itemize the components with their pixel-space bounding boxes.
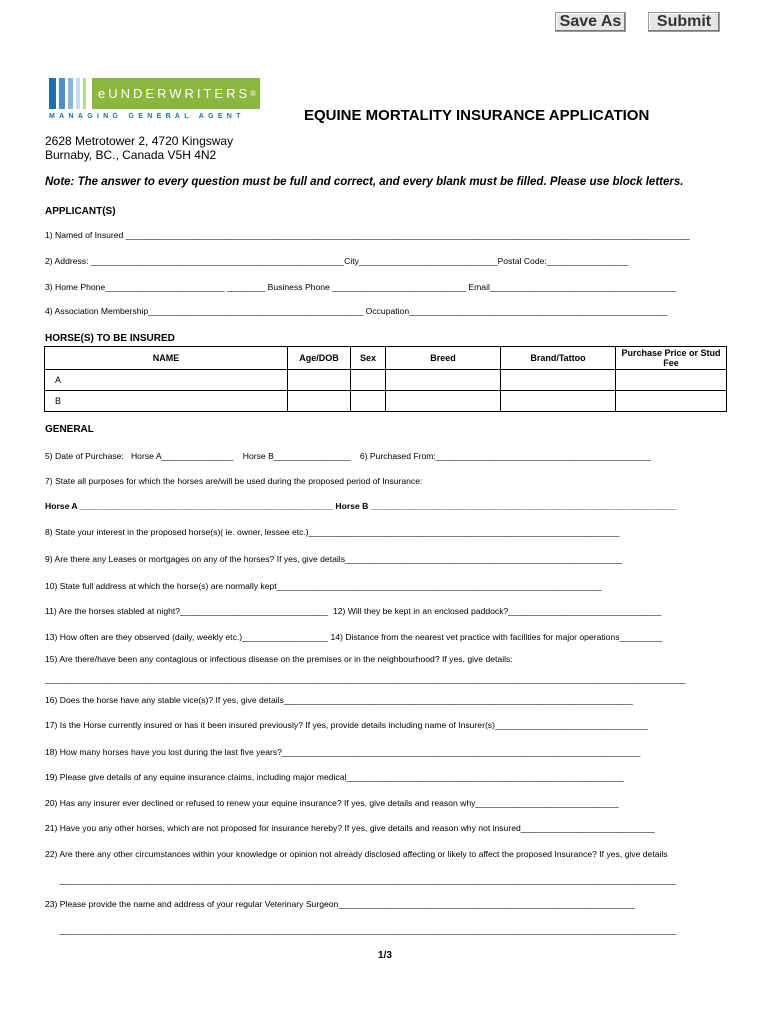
disease-question: 15) Are there/have been any contagious or infectious disease on the premises or in the neighbourhood? If yes, give details: — [45, 654, 513, 664]
purposes-question: 7) State all purposes for which the horses are/will be used during the proposed period of Insurance: — [45, 476, 423, 486]
purchase-date-field[interactable]: 5) Date of Purchase: Horse A_______________ Horse B________________ 6) Purchased From:_____________________________________________ — [45, 451, 651, 461]
other-horses-field[interactable]: 21) Have you any other horses, which are not proposed for insurance hereby? If yes, give details and reason why not insured____________________________ — [45, 823, 655, 833]
observed-vet-field[interactable]: 13) How often are they observed (daily, weekly etc.)__________________ 14) Distance from the nearest vet practice with facilities for major operations_________ — [45, 632, 663, 642]
table-cell[interactable] — [501, 370, 616, 391]
address-field[interactable]: 2) Address: _____________________________________________________City_____________________________Postal Code:_________________ — [45, 256, 629, 266]
page-number: 1/3 — [378, 950, 392, 961]
purposes-field[interactable]: Horse A _____________________________________________________ Horse B ________________________________________________________________ — [45, 501, 677, 511]
logo-registered: ® — [250, 89, 257, 98]
table-cell[interactable] — [386, 391, 501, 412]
address-line-1: 2628 Metrotower 2, 4720 Kingsway — [45, 134, 234, 148]
table-cell[interactable] — [351, 370, 386, 391]
column-header: Purchase Price or Stud Fee — [616, 347, 727, 370]
submit-button[interactable]: Submit — [648, 12, 720, 32]
circumstances-question: 22) Are there any other circumstances within your knowledge or opinion not already disclosed affecting or likely to affect the proposed Insurance? If yes, give details — [45, 849, 668, 859]
table-cell[interactable] — [351, 391, 386, 412]
veterinary-field[interactable]: 23) Please provide the name and address of your regular Veterinary Surgeon______________________________________________________________ — [45, 899, 635, 909]
stable-vice-field[interactable]: 16) Does the horse have any stable vice(s)? If yes, give details_________________________________________________________________________ — [45, 695, 633, 705]
column-header: Sex — [351, 347, 386, 370]
save-as-button[interactable]: Save As — [555, 12, 626, 32]
declined-field[interactable]: 20) Has any insurer ever declined or refused to renew your equine insurance? If yes, give details and reason why______________________________ — [45, 798, 619, 808]
membership-occupation-field[interactable]: 4) Association Membership_____________________________________________ Occupation______________________________________________________ — [45, 306, 668, 316]
row-label: B — [45, 391, 288, 412]
horses-table — [44, 346, 727, 412]
logo-bars-icon — [49, 78, 89, 109]
table-cell[interactable] — [386, 370, 501, 391]
form-title: EQUINE MORTALITY INSURANCE APPLICATION — [304, 107, 650, 124]
address-line-2: Burnaby, BC., Canada V5H 4N2 — [45, 148, 217, 162]
instructions-note: Note: The answer to every question must be full and correct, and every blank must be filled. Please use block letters. — [45, 176, 684, 188]
table-cell[interactable] — [288, 391, 351, 412]
applicants-heading: APPLICANT(S) — [45, 206, 116, 217]
leases-field[interactable]: 9) Are there any Leases or mortgages on any of the horses? If yes, give details__________________________________________________________ — [45, 554, 623, 564]
logo-tagline: MANAGING GENERAL AGENT — [49, 113, 245, 120]
claims-field[interactable]: 19) Please give details of any equine insurance claims, including major medical__________________________________________________________ — [45, 772, 624, 782]
logo-name: eUNDERWRITERS — [98, 86, 251, 101]
veterinary-field-continued[interactable]: _________________________________________________________________________________________________________________________________ — [45, 925, 676, 935]
column-header: Brand/Tattoo — [501, 347, 616, 370]
table-row — [45, 370, 727, 391]
general-heading: GENERAL — [45, 424, 94, 435]
horses-heading: HORSE(S) TO BE INSURED — [45, 333, 175, 344]
column-header: Breed — [386, 347, 501, 370]
circumstances-field[interactable]: _________________________________________________________________________________________________________________________________ — [45, 875, 676, 885]
table-cell[interactable] — [288, 370, 351, 391]
insured-previously-field[interactable]: 17) Is the Horse currently insured or has it been insured previously? If yes, provide details including name of Insurer(s)________________________________ — [45, 720, 648, 730]
column-header: NAME — [45, 347, 288, 370]
phone-email-field[interactable]: 3) Home Phone_________________________ ________ Business Phone ____________________________ Email_______________________________________ — [45, 282, 677, 292]
logo — [92, 78, 260, 109]
insured-name-field[interactable]: 1) Named of Insured ______________________________________________________________________________________________________________________ — [45, 230, 690, 240]
horses-lost-field[interactable]: 18) How many horses have you lost during the last five years?___________________________________________________________________________ — [45, 747, 641, 757]
table-cell[interactable] — [616, 391, 727, 412]
stabled-paddock-field[interactable]: 11) Are the horses stabled at night?_______________________________ 12) Will they be kept in an enclosed paddock?________________________________ — [45, 606, 662, 616]
table-row — [45, 391, 727, 412]
kept-address-field[interactable]: 10) State full address at which the horse(s) are normally kept____________________________________________________________________ — [45, 581, 602, 591]
interest-field[interactable]: 8) State your interest in the proposed horse(s)( ie. owner, lessee etc.)_________________________________________________________________ — [45, 527, 620, 537]
table-cell[interactable] — [501, 391, 616, 412]
row-label: A — [45, 370, 288, 391]
column-header: Age/DOB — [288, 347, 351, 370]
table-cell[interactable] — [616, 370, 727, 391]
disease-field[interactable]: ______________________________________________________________________________________________________________________________________ — [45, 674, 686, 684]
